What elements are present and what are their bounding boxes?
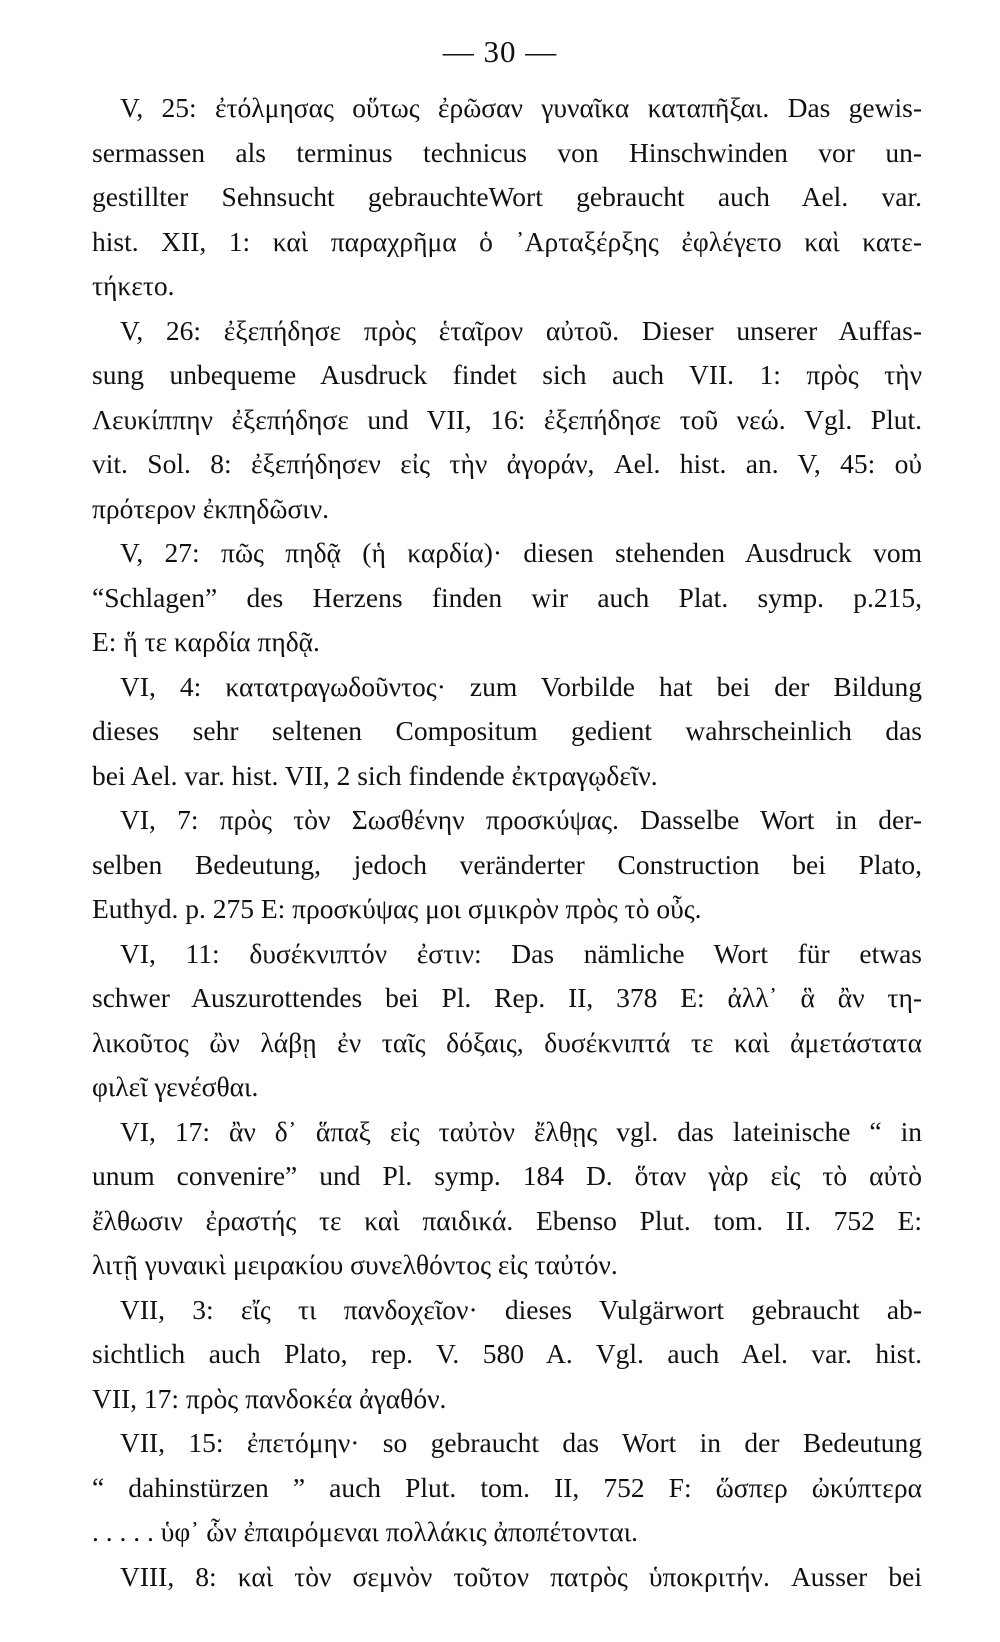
text-line: hist. XII, 1: καὶ παραχρῆμα ὁ ᾿Αρταξέρξης ἐφλέγετο καὶ κατε- [92,225,922,257]
text-line: VI, 7: πρὸς τὸν Σωσθένην προσκύψας. Dasselbe Wort in der- [120,804,922,835]
body-text [92,86,922,1599]
text-line: bei Ael. var. hist. VII, 2 sich findende ἐκτραγῳδεῖν. [92,759,658,791]
text-line: schwer Auszurottendes bei Pl. Rep. II, 378 E: ἀλλ᾿ ἃ ἂν τη- [92,982,922,1013]
text-line: VII, 15: ἐπετόμην· so gebraucht das Wort in der Bedeutung [120,1427,922,1458]
text-line: πρότερον ἐκπηδῶσιν. [92,492,329,524]
text-line: τήκετο. [92,270,175,301]
text-line: ἔλθωσιν ἐραστής τε καὶ παιδικά. Ebenso Plut. tom. II. 752 E: [92,1204,922,1236]
text-line: VII, 3: εἴς τι πανδοχεῖον· dieses Vulgärwort gebraucht ab- [120,1293,922,1325]
text-line: VII, 17: πρὸς πανδοκέα ἀγαθόν. [92,1382,447,1414]
text-line: selben Bedeutung, jedoch veränderter Construction bei Plato, [92,848,922,880]
text-line: φιλεῖ γενέσθαι. [92,1071,259,1102]
text-line: V, 26: ἐξεπήδησε πρὸς ἑταῖρον αὐτοῦ. Dieser unserer Auffas- [120,314,922,346]
text-line: sung unbequeme Ausdruck findet sich auch VII. 1: πρὸς τὴν [92,359,922,390]
text-line: V, 25: ἐτόλμησας οὕτως ἐρῶσαν γυναῖκα καταπῆξαι. Das gewis- [120,92,922,123]
text-line: unum convenire” und Pl. symp. 184 D. ὅταν γὰρ εἰς τὸ αὐτὸ [92,1160,922,1191]
text-line: gestillter Sehnsucht gebrauchteWort gebraucht auch Ael. var. [92,181,922,212]
text-line: sermassen als terminus technicus von Hinschwinden vor un- [92,136,922,168]
text-line: sichtlich auch Plato, rep. V. 580 A. Vgl. auch Ael. var. hist. [92,1338,922,1369]
text-line: Λευκίππην ἐξεπήδησε und VII, 16: ἐξεπήδησε τοῦ νεώ. Vgl. Plut. [92,403,922,435]
text-line: E: ἥ τε καρδία πηδᾷ. [92,626,320,657]
page-number: — 30 — [442,34,558,69]
text-line: Euthyd. p. 275 E: προσκύψας μοι σμικρὸν πρὸς τὸ οὖς. [92,893,702,924]
text-line: λιτῇ γυναικὶ μειρακίου συνελθόντος εἰς ταὐτόν. [92,1249,618,1280]
text-line: VIII, 8: καὶ τὸν σεμνὸν τοῦτον πατρὸς ὑποκριτήν. Ausser bei [120,1560,922,1592]
text-line: “ dahinstürzen ” auch Plut. tom. II, 752 F: ὥσπερ ὠκύπτερα [92,1471,922,1503]
text-line: V, 27: πῶς πηδᾷ (ἡ καρδία)· diesen stehenden Ausdruck vom [120,537,922,568]
text-line: VI, 11: δυσέκνιπτόν ἐστιν: Das nämliche Wort für etwas [120,937,922,969]
text-line: vit. Sol. 8: ἐξεπήδησεν εἰς τὴν ἀγοράν, Ael. hist. an. V, 45: οὐ [92,448,922,479]
text-line: dieses sehr seltenen Compositum gedient wahrscheinlich das [92,715,922,746]
text-line: λικοῦτος ὢν λάβῃ ἐν ταῖς δόξαις, δυσέκνιπτά τε καὶ ἀμετάστατα [92,1026,922,1058]
text-line: . . . . . ὑφ᾿ ὧν ἐπαιρόμεναι πολλάκις ἀποπέτονται. [92,1516,638,1547]
text-line: VI, 4: κατατραγωδοῦντος· zum Vorbilde hat bei der Bildung [120,670,922,702]
text-line: VI, 17: ἂν δ᾿ ἅπαξ εἰς ταὐτὸν ἔλθῃς vgl. das lateinische “ in [120,1115,922,1147]
text-line: “Schlagen” des Herzens finden wir auch Plat. symp. p.215, [92,581,922,613]
